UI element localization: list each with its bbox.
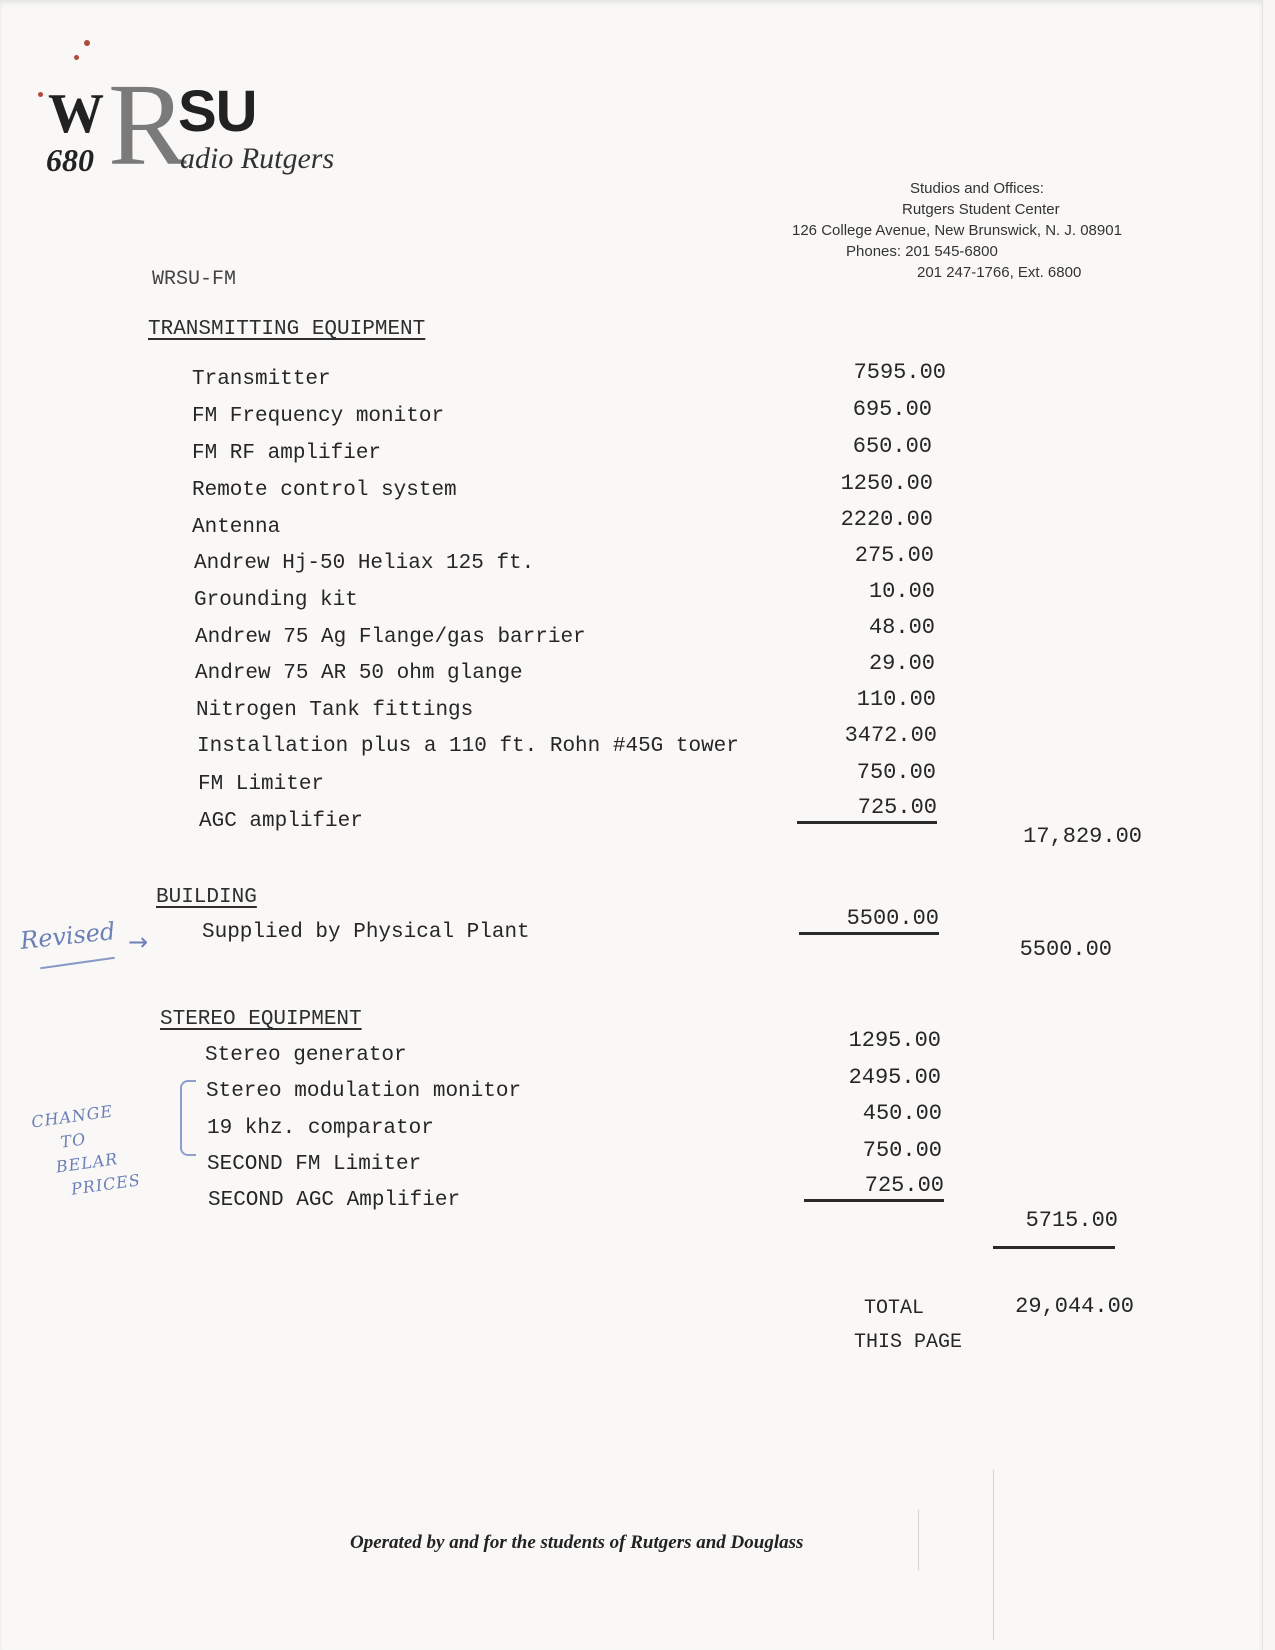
section-heading-stereo: STEREO EQUIPMENT — [160, 1008, 362, 1031]
handwritten-note-revised: Revised — [18, 917, 117, 955]
line-item: Supplied by Physical Plant — [202, 921, 530, 944]
total-label-line: TOTAL — [864, 1297, 925, 1320]
logo-r: R — [108, 59, 187, 190]
handwritten-line: BELAR — [54, 1149, 120, 1177]
total-value: 29,044.00 — [1015, 1294, 1134, 1319]
line-price: 29.00 — [868, 651, 935, 676]
line-price: 725.00 — [797, 795, 937, 824]
line-item: Andrew 75 AR 50 ohm glange — [195, 662, 523, 685]
section-heading-transmitting: TRANSMITTING EQUIPMENT — [148, 318, 426, 341]
line-price: 110.00 — [856, 687, 936, 712]
line-item: SECOND AGC Amplifier — [208, 1189, 461, 1212]
section-subtotal-stereo: 5715.00 — [1025, 1208, 1118, 1233]
line-item: Transmitter — [192, 368, 331, 391]
address-line: 201 247-1766, Ext. 6800 — [917, 264, 1082, 281]
handwritten-line: TO — [59, 1129, 88, 1152]
line-item: Andrew 75 Ag Flange/gas barrier — [195, 626, 586, 649]
line-item: FM Limiter — [198, 773, 325, 796]
handwritten-note-change — [30, 1094, 162, 1206]
line-item: Stereo modulation monitor — [206, 1080, 522, 1103]
section-subtotal-transmitting: 17,829.00 — [1023, 824, 1142, 849]
line-item: Antenna — [192, 516, 281, 539]
section-heading-building: BUILDING — [156, 886, 257, 909]
line-price: 450.00 — [862, 1101, 942, 1126]
handwritten-line: CHANGE — [30, 1101, 115, 1132]
line-price: 10.00 — [868, 579, 935, 604]
line-item: AGC amplifier — [199, 810, 363, 833]
address-line: Rutgers Student Center — [902, 201, 1060, 218]
total-label-line: THIS PAGE — [854, 1331, 963, 1354]
ink-stain — [74, 55, 79, 60]
line-item: Installation plus a 110 ft. Rohn #45G tower — [197, 735, 739, 758]
line-price: 1250.00 — [840, 471, 933, 496]
station-logo — [38, 59, 368, 190]
total-label — [854, 1294, 963, 1358]
line-item: FM RF amplifier — [192, 442, 382, 465]
line-price: 750.00 — [862, 1138, 942, 1163]
paper-crease — [918, 1510, 919, 1570]
line-item: Nitrogen Tank fittings — [196, 699, 474, 722]
handwritten-line: PRICES — [69, 1170, 142, 1199]
address-line: 126 College Avenue, New Brunswick, N. J. 08901 — [792, 222, 1122, 239]
section-subtotal-building: 5500.00 — [1019, 937, 1112, 962]
line-item: Andrew Hj-50 Heliax 125 ft. — [194, 552, 535, 575]
address-line: Phones: 201 545-6800 — [846, 243, 998, 260]
logo-su: SU — [178, 79, 257, 144]
line-price: 7595.00 — [853, 360, 946, 385]
logo-tagline: adio Rutgers — [180, 142, 335, 175]
line-item: Grounding kit — [194, 589, 358, 612]
logo-frequency: 680 — [46, 142, 94, 178]
line-item: FM Frequency monitor — [192, 405, 445, 428]
line-price: 725.00 — [804, 1173, 944, 1202]
line-item: SECOND FM Limiter — [207, 1153, 422, 1176]
handwritten-bracket — [180, 1080, 196, 1156]
paper-crease — [993, 1470, 994, 1640]
logo-w: W — [48, 83, 102, 145]
handwritten-arrow-icon: → — [128, 928, 149, 956]
footer-tagline: Operated by and for the students of Rutgers and Douglass — [350, 1532, 804, 1553]
line-price: 275.00 — [854, 543, 934, 568]
line-item: Stereo generator — [205, 1044, 407, 1067]
ink-stain — [84, 40, 90, 46]
station-name: WRSU-FM — [152, 268, 237, 291]
line-item: 19 khz. comparator — [207, 1117, 434, 1140]
line-price: 3472.00 — [844, 723, 937, 748]
total-rule — [993, 1246, 1115, 1249]
line-price: 695.00 — [852, 397, 932, 422]
line-price: 2495.00 — [848, 1065, 941, 1090]
line-price: 650.00 — [852, 434, 932, 459]
line-item: Remote control system — [192, 479, 457, 502]
address-line: Studios and Offices: — [910, 180, 1044, 197]
line-price: 750.00 — [856, 760, 936, 785]
line-price: 5500.00 — [799, 906, 939, 935]
line-price: 1295.00 — [848, 1028, 941, 1053]
line-price: 48.00 — [868, 615, 935, 640]
letterhead-address — [780, 178, 1200, 283]
line-price: 2220.00 — [840, 507, 933, 532]
